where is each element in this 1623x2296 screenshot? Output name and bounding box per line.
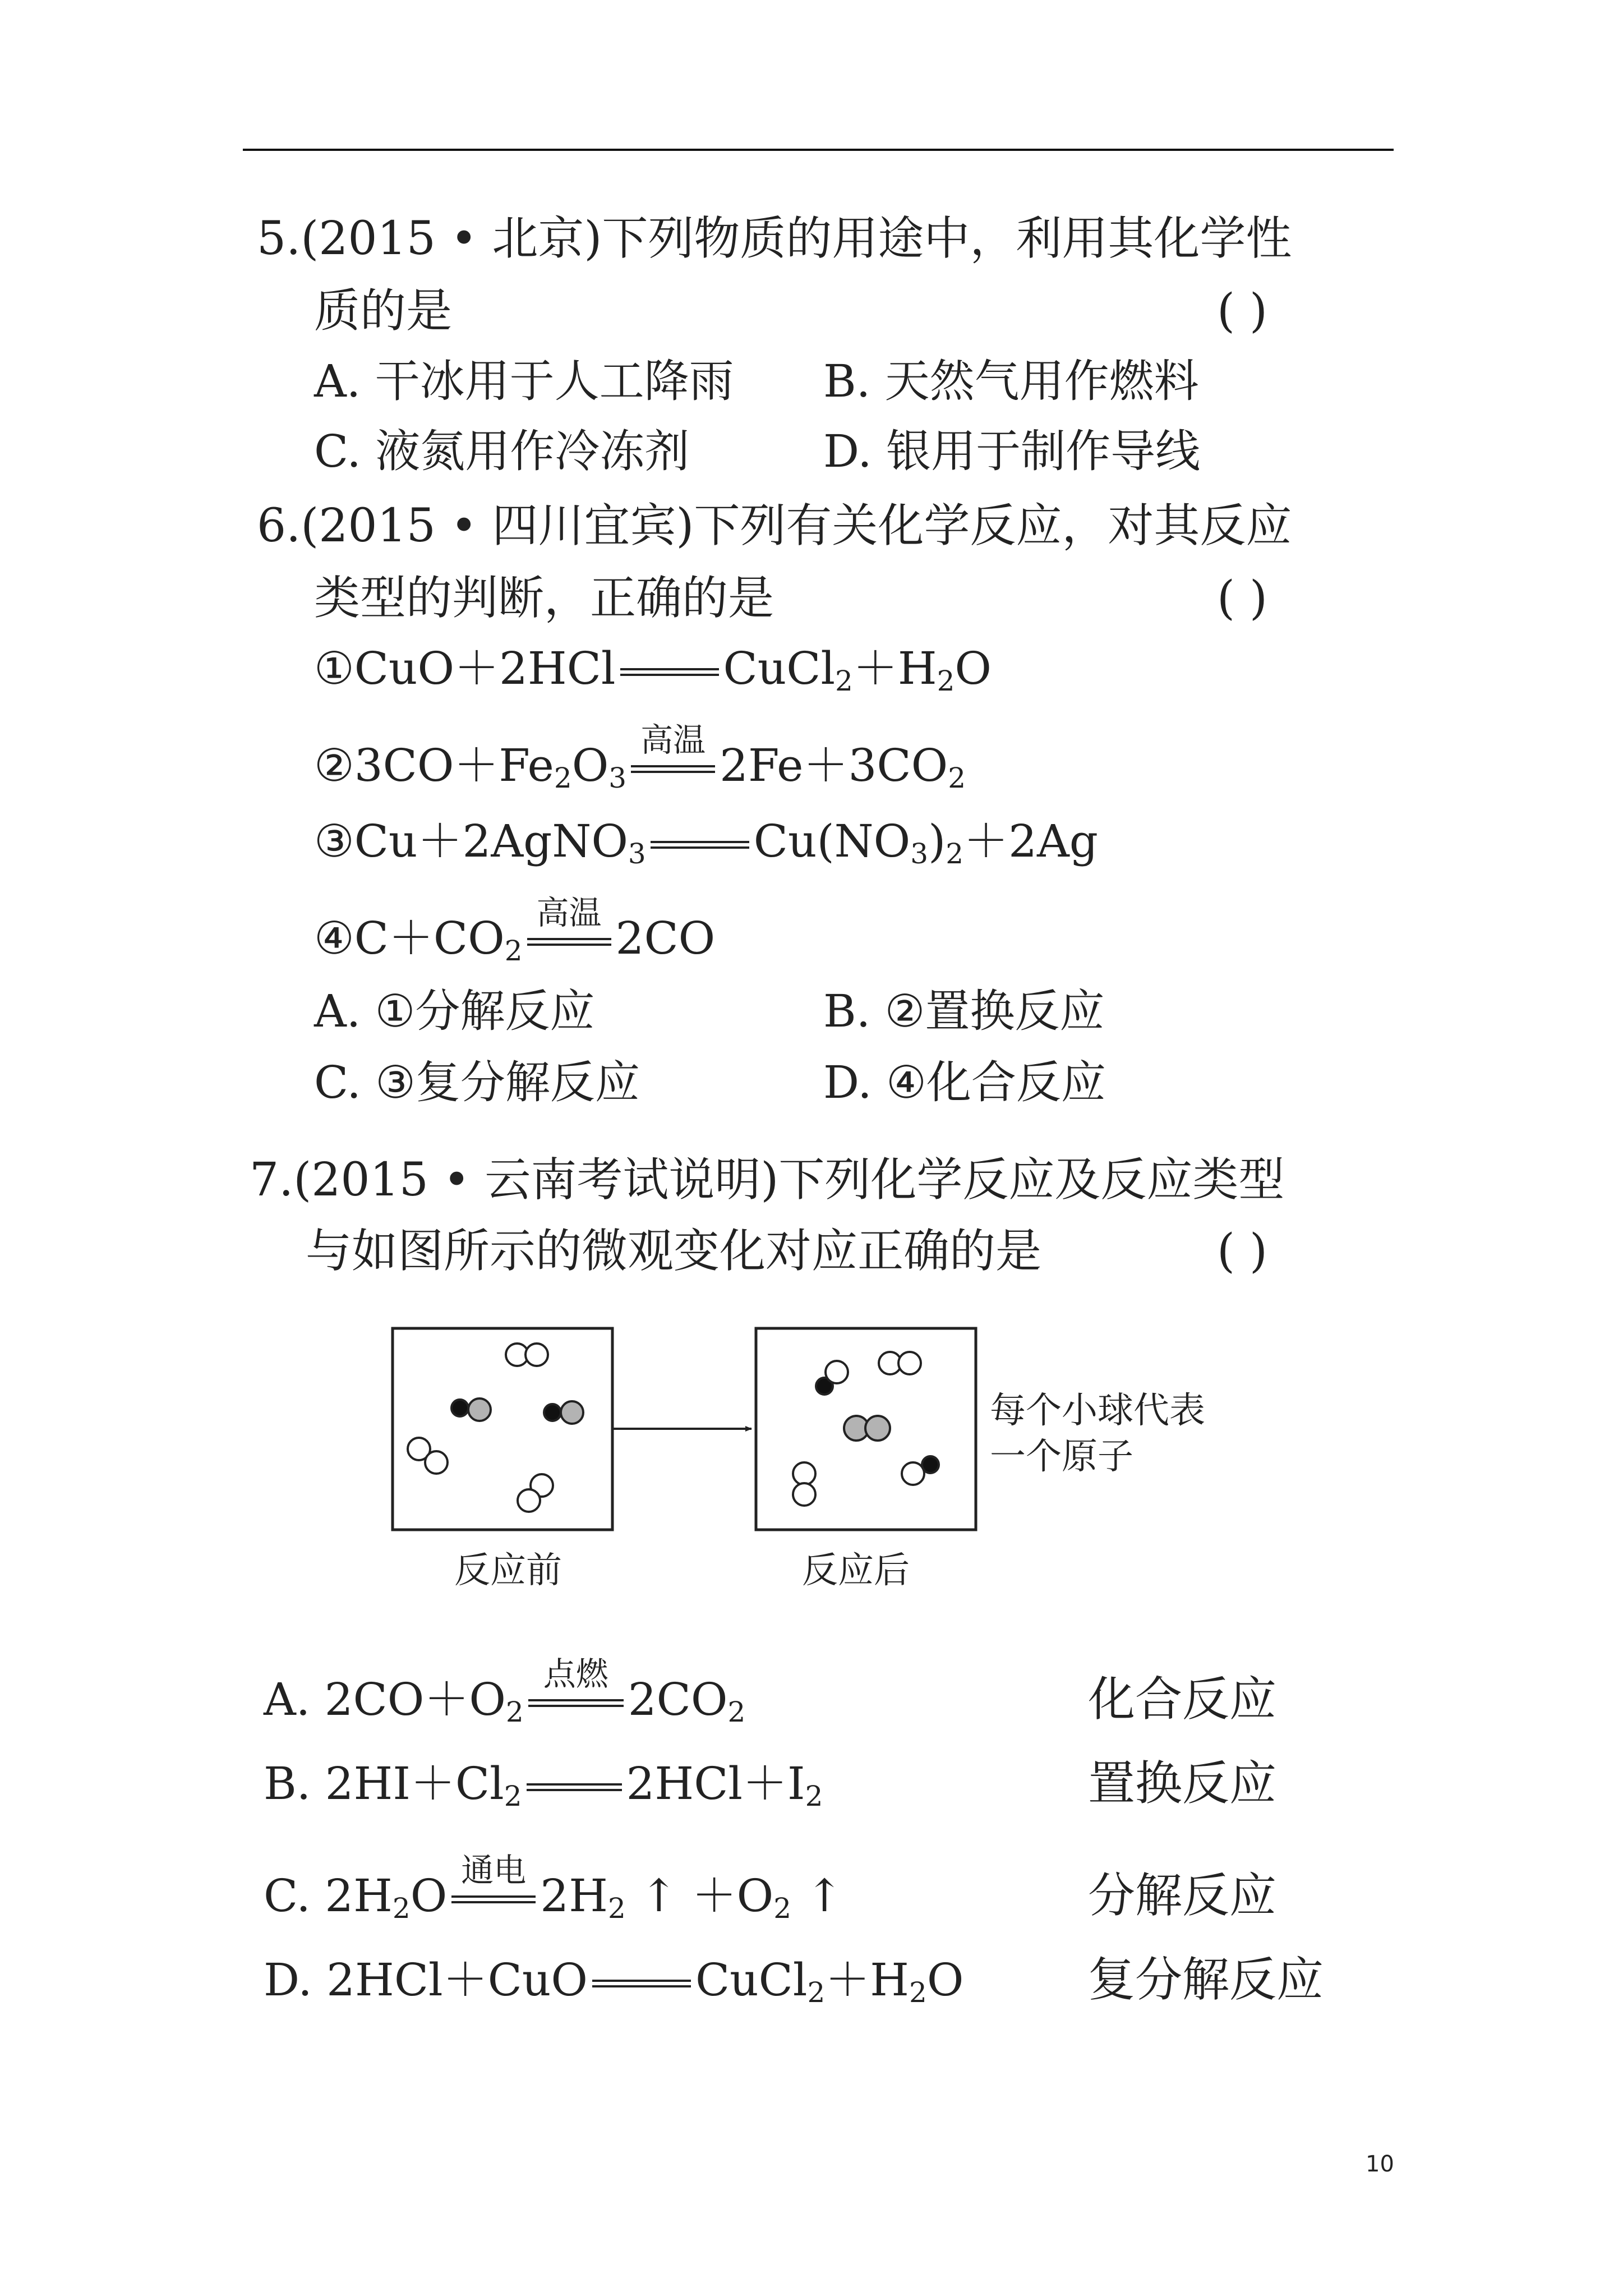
q7-option-b-type: 置换反应 bbox=[1088, 1756, 1277, 1811]
molecule-white-black bbox=[902, 1456, 939, 1485]
white-atom bbox=[826, 1361, 848, 1383]
molecule-white-white bbox=[879, 1352, 921, 1374]
q5-stem-line1: 5.(2015 • 北京)下列物质的用途中，利用其化学性 bbox=[257, 212, 1292, 265]
q5-option-c: C. 液氮用作冷冻剂 bbox=[314, 425, 690, 477]
q6-option-d: D. ④化合反应 bbox=[823, 1056, 1106, 1108]
black-atom bbox=[451, 1400, 468, 1416]
q6-stem-line2: 类型的判断，正确的是 bbox=[314, 572, 774, 625]
q7-stem-line2: 与如图所示的微观变化对应正确的是 bbox=[306, 1225, 1042, 1278]
q7-stem-line1: 7.(2015 • 云南考试说明)下列化学反应及反应类型 bbox=[250, 1153, 1285, 1207]
q7-answer-blank: ( ) bbox=[1217, 1225, 1268, 1278]
white-atom bbox=[793, 1462, 815, 1485]
black-atom bbox=[922, 1456, 939, 1473]
q6-option-a: A. ①分解反应 bbox=[314, 985, 595, 1037]
reaction-condition: 通电 bbox=[461, 1851, 527, 1889]
q7-option-a: A. $2CO+O_2$ 点燃 $2CO_2$ bbox=[264, 1655, 746, 1728]
gray-atom bbox=[561, 1401, 583, 1424]
molecule-white-white bbox=[506, 1343, 548, 1366]
molecule-black-gray bbox=[544, 1401, 583, 1424]
q7-option-d: D. 2HCl＋CuO $CuCl_2+H_2O$ bbox=[264, 1954, 964, 2009]
molecule-black-gray bbox=[451, 1398, 491, 1421]
gray-atom bbox=[865, 1416, 890, 1441]
q6-reaction-4: $④C+CO_2$ 高温 2CO bbox=[314, 894, 716, 967]
reaction-condition: 高温 bbox=[640, 721, 706, 759]
white-atom bbox=[518, 1489, 540, 1512]
molecule-gray-gray bbox=[844, 1416, 890, 1441]
page-number: 10 bbox=[1366, 2151, 1394, 2177]
black-atom bbox=[544, 1404, 561, 1421]
q7-option-c: C. $2H_2O$ 通电 $2H_2$ ↑ $+O_2$ ↑ bbox=[264, 1851, 843, 1925]
molecule-white-white bbox=[793, 1462, 815, 1506]
molecule-white-white bbox=[408, 1438, 448, 1474]
q5-option-d: D. 银用于制作导线 bbox=[823, 425, 1201, 477]
reaction-equals-sign bbox=[451, 1851, 536, 1903]
q6-reaction-3: ③Cu＋2AgNO$_3$ $Cu(NO_3)_2+2Ag$ bbox=[314, 815, 1098, 870]
legend-line1: 每个小球代表 bbox=[990, 1390, 1205, 1432]
white-atom bbox=[425, 1451, 448, 1474]
before-label: 反应前 bbox=[454, 1550, 562, 1591]
q6-answer-blank: ( ) bbox=[1217, 572, 1268, 625]
white-atom bbox=[793, 1483, 815, 1506]
reaction-condition: 高温 bbox=[536, 894, 602, 932]
q5-stem-line2: 质的是 bbox=[314, 284, 453, 338]
reaction-equals-sign bbox=[528, 1655, 624, 1707]
q5-option-a: A. 干冰用于人工降雨 bbox=[314, 355, 734, 407]
q6-reaction-2: $②3CO+Fe_2O_3$ 高温 $2Fe+3CO_2$ bbox=[314, 721, 966, 794]
q5-answer-blank: ( ) bbox=[1217, 284, 1268, 338]
q6-option-b: B. ②置换反应 bbox=[823, 985, 1105, 1037]
reaction-equals-sign bbox=[592, 1980, 691, 1987]
molecule-white-white bbox=[518, 1474, 553, 1512]
q6-option-c: C. ③复分解反应 bbox=[314, 1056, 640, 1108]
reaction-equals-sign bbox=[527, 1783, 622, 1791]
white-atom bbox=[898, 1352, 921, 1374]
q5-option-b: B. 天然气用作燃料 bbox=[823, 355, 1199, 407]
q6-stem-line1: 6.(2015 • 四川宜宾)下列有关化学反应，对其反应 bbox=[257, 499, 1292, 553]
q7-option-d-type: 复分解反应 bbox=[1088, 1952, 1324, 2007]
gray-atom bbox=[468, 1398, 491, 1421]
white-atom bbox=[902, 1462, 924, 1485]
q6-reaction-1: ①CuO＋2HCl $CuCl_2+H_2O$ bbox=[314, 642, 992, 697]
reaction-condition: 点燃 bbox=[543, 1655, 608, 1693]
q7-option-a-type: 化合反应 bbox=[1088, 1672, 1277, 1727]
before-box bbox=[393, 1328, 612, 1530]
molecule-black-white bbox=[816, 1361, 848, 1395]
white-atom bbox=[525, 1343, 548, 1366]
legend-line2: 一个原子 bbox=[990, 1436, 1133, 1478]
q7-option-b: B. $2HI+Cl_2$ $2HCl+I_2$ bbox=[264, 1757, 823, 1812]
q7-option-c-type: 分解反应 bbox=[1088, 1868, 1277, 1923]
after-label: 反应后 bbox=[802, 1550, 910, 1591]
